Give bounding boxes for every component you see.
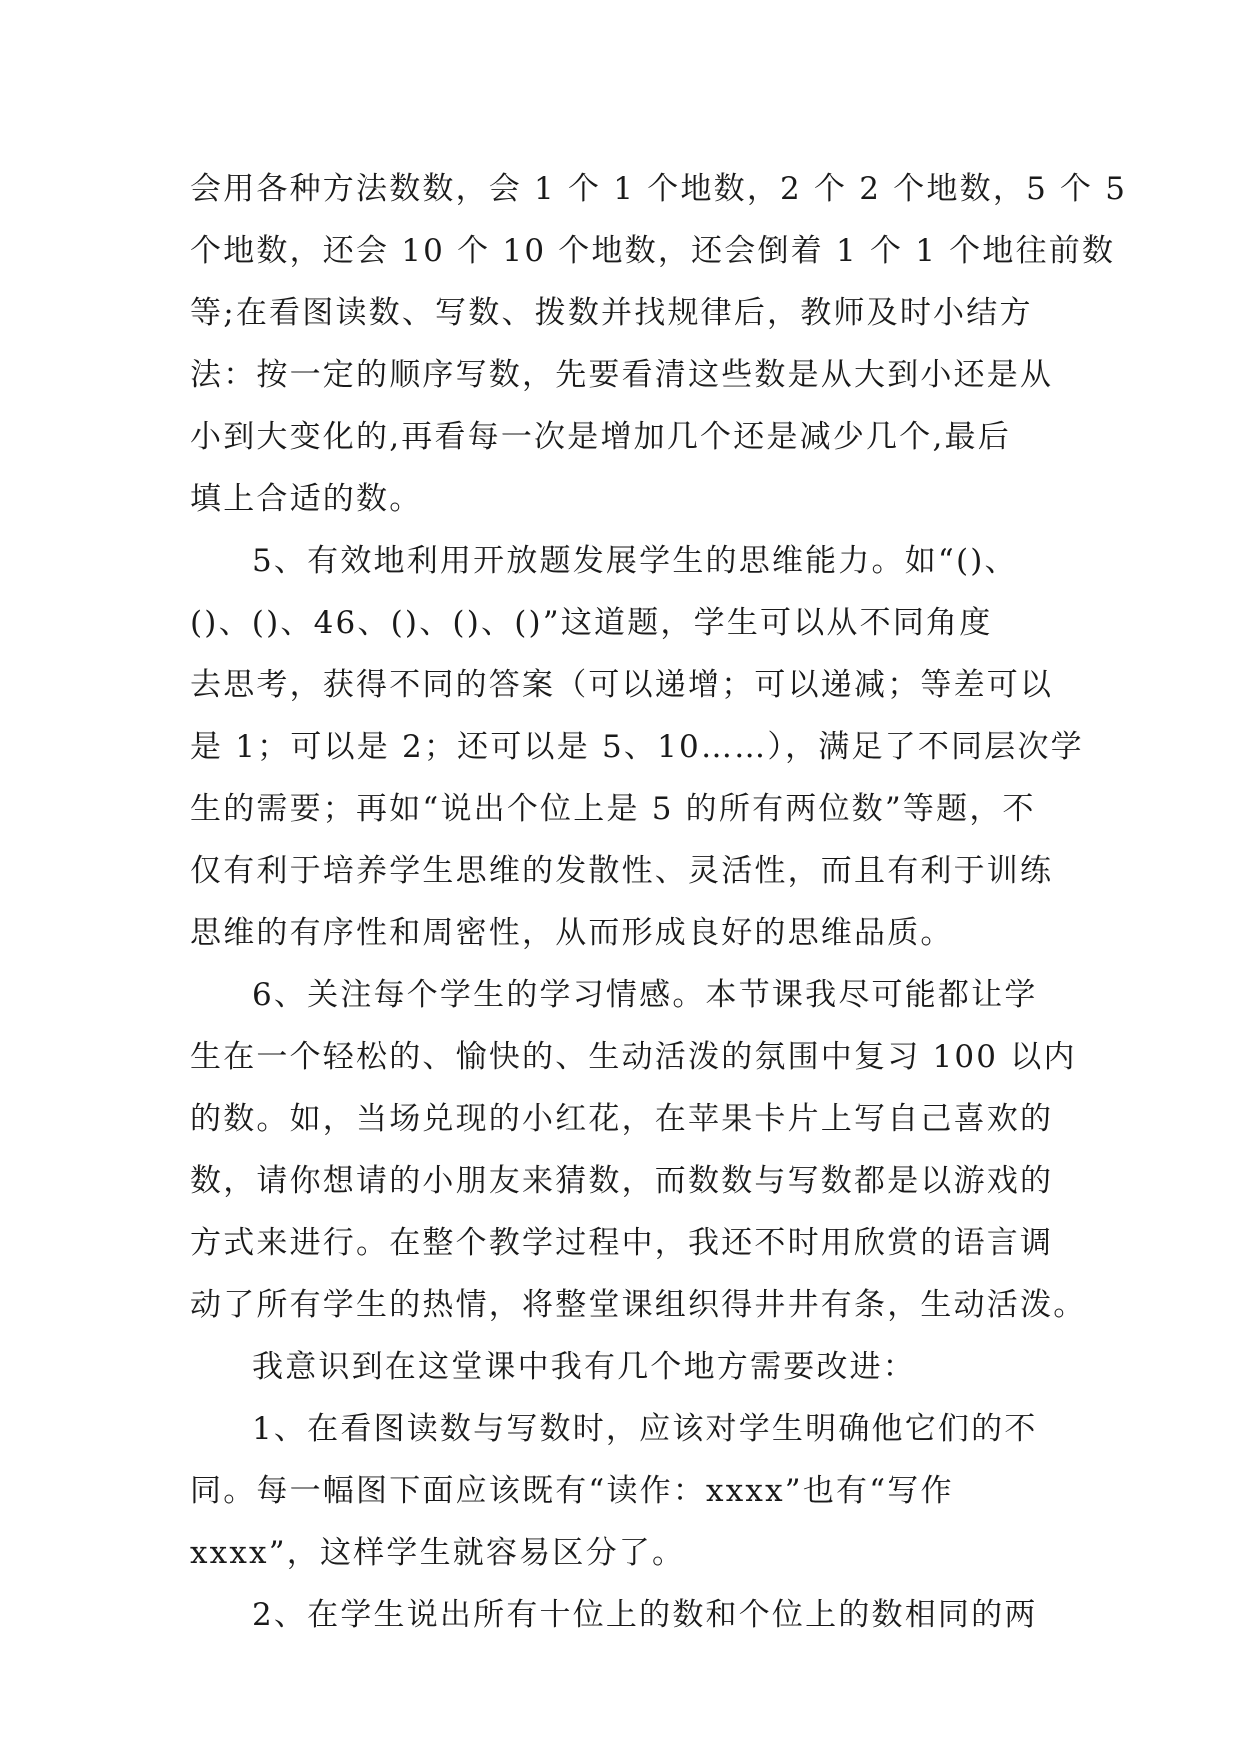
text-line: 是 1；可以是 2；还可以是 5、10……），满足了不同层次学 bbox=[190, 729, 1084, 765]
text-line: 的数。如，当场兑现的小红花，在苹果卡片上写自己喜欢的 bbox=[190, 1101, 1054, 1137]
document-body-text bbox=[190, 158, 1128, 1646]
text-line: 生的需要；再如“说出个位上是 5 的所有两位数”等题，不 bbox=[190, 791, 1036, 827]
text-line: xxxx”，这样学生就容易区分了。 bbox=[190, 1535, 686, 1571]
text-line: 动了所有学生的热情，将整堂课组织得井井有条，生动活泼。 bbox=[190, 1287, 1087, 1323]
text-line: 法：按一定的顺序写数，先要看清这些数是从大到小还是从 bbox=[190, 357, 1054, 393]
text-line: 2、在学生说出所有十位上的数和个位上的数相同的两 bbox=[252, 1597, 1038, 1633]
text-line: 小到大变化的,再看每一次是增加几个还是减少几个,最后 bbox=[190, 419, 1011, 455]
text-line: ()、()、46、()、()、()”这道题，学生可以从不同角度 bbox=[190, 605, 993, 641]
text-line: 去思考，获得不同的答案（可以递增；可以递减；等差可以 bbox=[190, 667, 1054, 703]
text-line: 方式来进行。在整个教学过程中，我还不时用欣赏的语言调 bbox=[190, 1225, 1054, 1261]
text-line: 5、有效地利用开放题发展学生的思维能力。如“()、 bbox=[252, 543, 1018, 579]
text-line: 同。每一幅图下面应该既有“读作：xxxx”也有“写作 bbox=[190, 1473, 954, 1509]
text-line: 1、在看图读数与写数时，应该对学生明确他它们的不 bbox=[252, 1411, 1038, 1447]
text-line: 会用各种方法数数，会 1 个 1 个地数，2 个 2 个地数，5 个 5 bbox=[190, 171, 1128, 207]
text-line: 个地数，还会 10 个 10 个地数，还会倒着 1 个 1 个地往前数 bbox=[190, 233, 1116, 269]
text-line: 仅有利于培养学生思维的发散性、灵活性，而且有利于训练 bbox=[190, 853, 1054, 889]
text-line: 等;在看图读数、写数、拨数并找规律后，教师及时小结方 bbox=[190, 295, 1033, 331]
text-line: 6、关注每个学生的学习情感。本节课我尽可能都让学 bbox=[252, 977, 1038, 1013]
text-line: 我意识到在这堂课中我有几个地方需要改进： bbox=[252, 1349, 916, 1385]
text-line: 生在一个轻松的、愉快的、生动活泼的氛围中复习 100 以内 bbox=[190, 1039, 1077, 1075]
text-line: 填上合适的数。 bbox=[190, 481, 423, 517]
text-line: 思维的有序性和周密性，从而形成良好的思维品质。 bbox=[190, 915, 954, 951]
text-line: 数，请你想请的小朋友来猜数，而数数与写数都是以游戏的 bbox=[190, 1163, 1054, 1199]
